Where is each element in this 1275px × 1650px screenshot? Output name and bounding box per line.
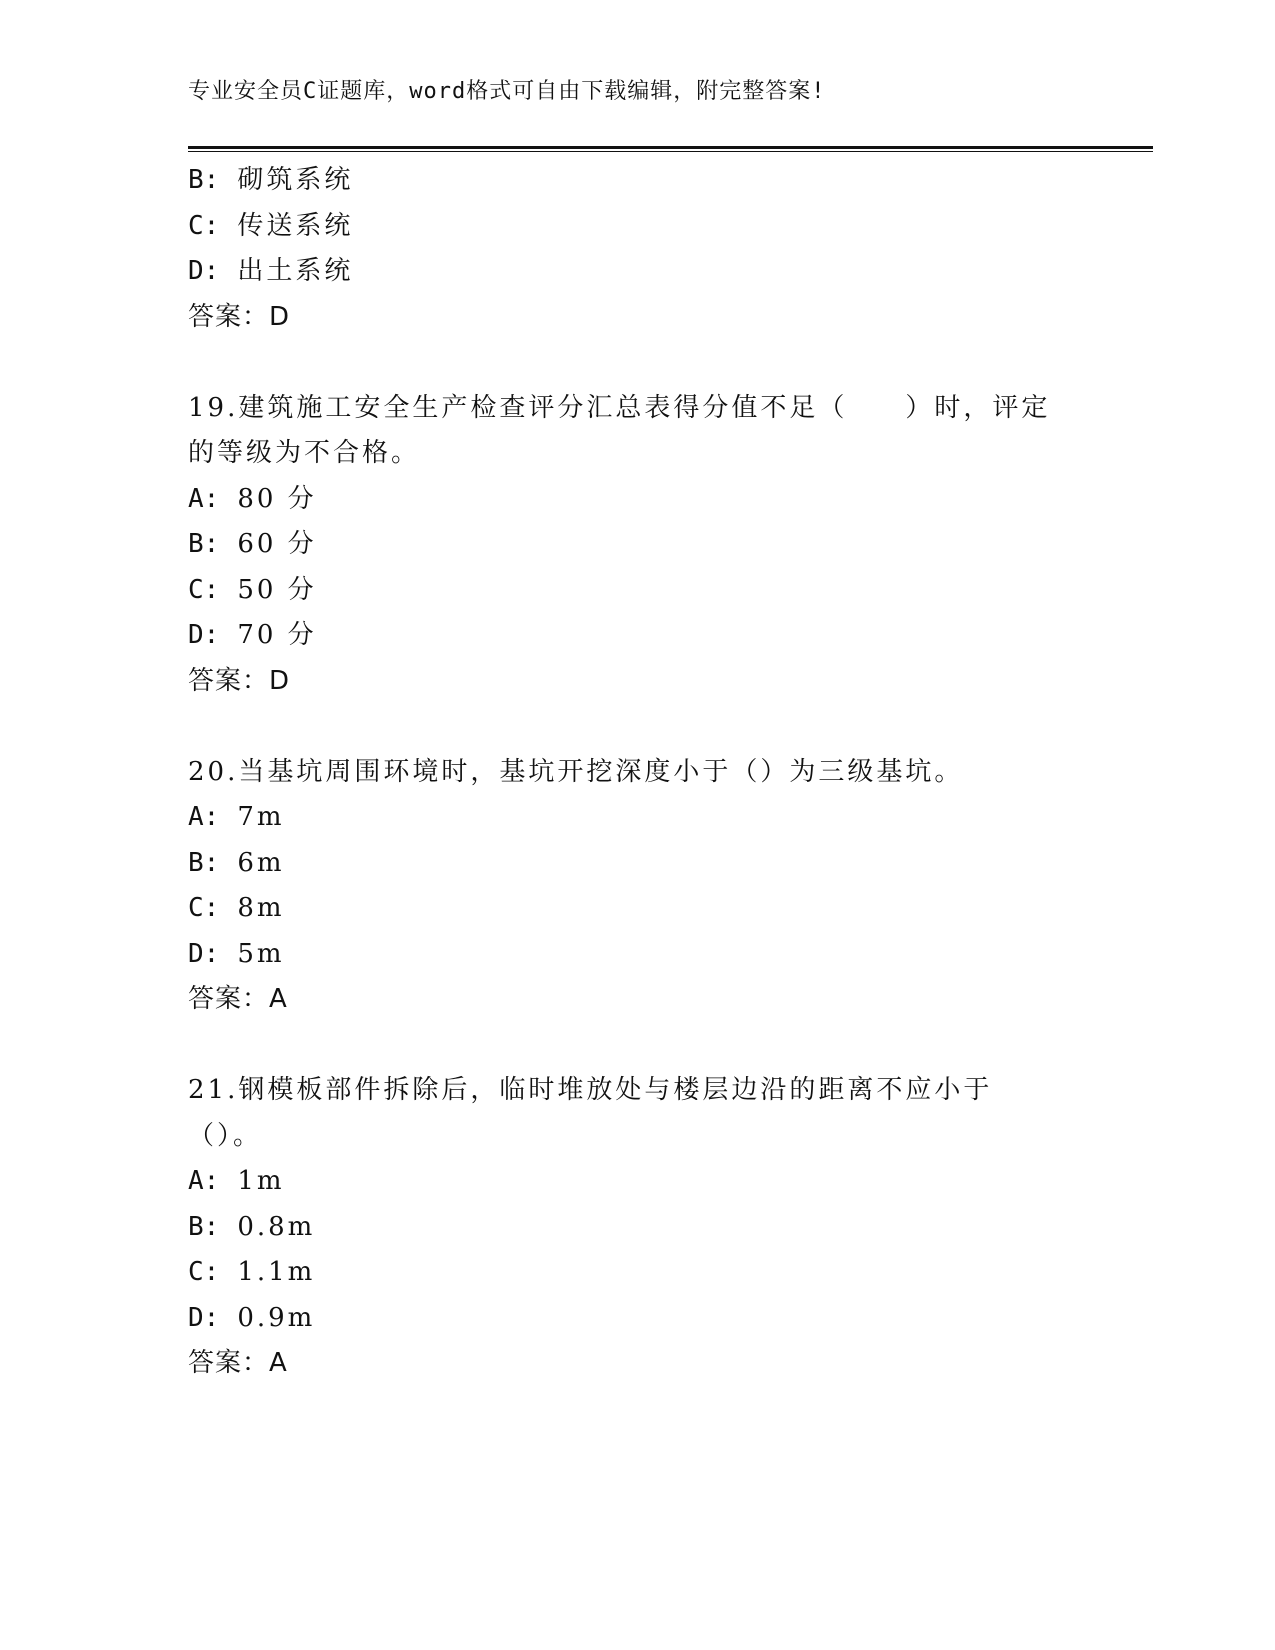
question-block xyxy=(188,1068,1088,1387)
option-item: C: 8m xyxy=(188,893,285,923)
option-item: D: 70 分 xyxy=(188,620,317,650)
answer-line: 答案：A xyxy=(188,1348,288,1378)
option-item: D: 0.9m xyxy=(188,1302,316,1333)
option-item: C: 50 分 xyxy=(188,574,317,605)
question-block xyxy=(188,750,1088,1023)
answer-line: 答案：A xyxy=(188,984,288,1014)
option-item: C: 传送系统 xyxy=(188,210,354,241)
option-item: B: 60 分 xyxy=(188,529,317,559)
answer-line: 答案：D xyxy=(188,301,291,332)
option-item: A: 1m xyxy=(188,1166,285,1196)
question-text: 20.当基坑周围环境时，基坑开挖深度小于（）为三级基坑。 xyxy=(188,756,964,787)
document-body xyxy=(188,158,1088,1387)
page-header: 专业安全员C证题库，word格式可自由下载编辑，附完整答案! xyxy=(188,79,826,104)
option-item: B: 砌筑系统 xyxy=(188,165,354,195)
option-item: D: 出土系统 xyxy=(188,256,354,286)
answer-line: 答案：D xyxy=(188,665,291,696)
option-item: A: 80 分 xyxy=(188,483,317,514)
question-block xyxy=(188,386,1088,705)
question-text: 21.钢模板部件拆除后，临时堆放处与楼层边沿的距离不应小于（）。 xyxy=(188,1075,993,1151)
option-item: C: 1.1m xyxy=(188,1257,316,1287)
option-item: A: 7m xyxy=(188,802,285,832)
option-item: D: 5m xyxy=(188,938,285,969)
question-text: 19.建筑施工安全生产检查评分汇总表得分值不足（ ）时，评定的等级为不合格。 xyxy=(188,392,1051,468)
header-rule-thin xyxy=(188,151,1153,152)
header-rule-thick xyxy=(188,146,1153,149)
option-item: B: 6m xyxy=(188,847,285,878)
option-item: B: 0.8m xyxy=(188,1211,316,1242)
